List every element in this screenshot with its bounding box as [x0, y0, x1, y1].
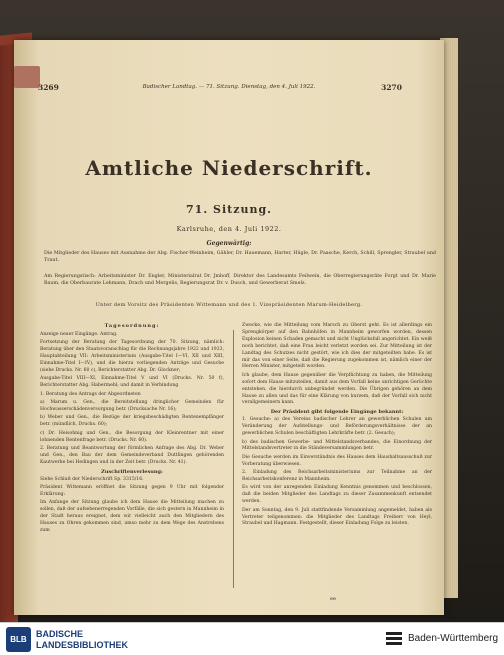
left-paragraph: Präsident Wittemann eröffnet die Sitzung gegen 9 Uhr mit folgender Erklärung: — [40, 485, 224, 497]
page-number-left: 3269 — [38, 83, 59, 92]
right-column — [242, 323, 432, 530]
column-separator — [233, 330, 234, 588]
left-paragraph: Anzeige neuer Eingänge. Antrag. — [40, 331, 118, 337]
blb-logo-icon[interactable]: BLB — [6, 627, 31, 652]
left-paragraph: c) Dr. Heisohnig und Gen., die Besorgung der Kleinrentner mit einer lohnenden Rentenfrage betr. (Drucks. Nr. 60). — [40, 430, 224, 443]
left-paragraph: 2. Beratung und Beantwortung der förmlichen Anfrage des Abg. Dr. Weber und Gen., den Bau der dem Gemeindeverband Duttlingen gehörenden Kautwerke bei Hedingen und in der Zeit betr. (Drucks. Nr. 41). — [40, 446, 224, 465]
right-paragraph: Die Gesuche werden im Einverständnis des Hauses dem Haushaltsausschuß zur Vorberatung überwiesen. — [242, 454, 432, 467]
present-heading: Gegenwärtig: — [206, 240, 252, 247]
left-paragraph: a) Marum u. Gen., die Bereitstellung dringlicher Gemeinden für Hochwasserschädenversorgung betr. (Drucksache Nr. 16); — [40, 400, 224, 412]
page-number-right: 3270 — [381, 83, 402, 92]
left-paragraph: Im Anfange der Sitzung glaube ich dem Hause die Mitteilung machen zu sollen, daß der aufsehenerregenden Vorfälle, die sich gestern in Mannheim in der Stadt heraus ereignet, dem wir vielleicht auch den Mitgliedern des Hauses zu Ohren gekommen sind, umso mehr zu dem Wege des Anstrebens zum — [40, 500, 224, 533]
left-paragraph: Siehe Schluß der Niederschrift Sp. 3315/16. — [40, 476, 144, 482]
right-paragraph: 2. Einladung des Reichsarbeitsministeriums zur Teilnahme an der Reichsarbeitskonferenz in Mannheim. — [242, 470, 432, 483]
chair-line: Unter dem Vorsitz des Präsidenten Wittemann und des 1. Vizepräsidenten Marum-Heidelberg. — [95, 302, 363, 308]
right-paragraph: Es wird von der anregenden Einladung Kenntnis genommen und beschlossen, daß die beiden Mitglieder des Landtags zu dieser Zusammenkunft entsendet werden. — [242, 485, 432, 505]
right-paragraph: 1. Gesuche: a) des Vereins badischer Lehrer an gewerblichen Schulen um Veränderung der Aufstellungs- und Beförderungsverhältnisse der an gewerblichen Schulen beschäftigten Lehrkräfte betr. (2. Gesuch); — [242, 417, 432, 437]
state-coat-of-arms-icon — [385, 631, 403, 648]
left-column — [40, 323, 224, 536]
left-paragraph: b) Weber und Gen., die Bezüge der kriegsbeschädigten Rentenempfänger betr. (mündlich, Drucks. 60); — [40, 415, 224, 428]
right-paragraph: Der am Sonntag, den 9. Juli stattfindende Versammlung angemeldet, haben als Vertreter teilgenommen: die Mitglieder des Landtags Freiherr von Heyl, Straubel und Hagmann. Festgestellt, dieser Einladung Folge zu leisten. — [242, 507, 432, 527]
left-paragraph: Fortsetzung der Beratung der Tagesordnung der 70. Sitzung, nämlich: Beratung über den Staatsvoranschlag für die Rechnungsjahre 1922 und 1923, Hauptabteilung VII: Arbeitsministerium (Ausgabe-Titel I—VI, XII und XIII, Einnahme-Titel I—IV), und die hierzu vorliegenden Anträge und Gesuche (siehe Drucks. Nr. 60 c), Berichterstatter Abg. Dr. Glockner; — [40, 340, 224, 373]
running-header — [14, 83, 444, 95]
document-page — [14, 40, 444, 615]
document-title: Amtliche Niederschrift. — [85, 156, 373, 180]
agenda-heading: Tagesordnung: — [104, 323, 160, 329]
left-paragraph: 1. Beratung des Antrags der Abgeordneten — [40, 391, 141, 397]
running-title: Badischer Landtag. — 71. Sitzung. Dienstag, den 4. Juli 1922. — [142, 84, 316, 90]
state-name[interactable]: Baden-Württemberg — [408, 633, 499, 644]
members-paragraph: Die Mitglieder des Hauses mit Ausnahme der Abg. Fischer-Weinheim, Gähler, Dr. Hauemann, Harter, Hügle, Dr. Paasche, Kerch, Schill, Sprengler, Straubel und Traut. — [44, 251, 436, 264]
library-name-line2: LANDESBIBLIOTHEK — [36, 640, 128, 650]
right-paragraph: Ich glaube, dem Hause gegenüber die Verpflichtung zu haben, die Mitteilung sofort dem Hause mitzuteilen, damit aus dem Vorfall keine unrichtigen Gerüchte entstehen, die hierdurch unbegründet werden. Die Übrigen gehören an dem Hause zu allen und das für eine Klärung von kurzem, daß der Vorfall sich nicht verallgemeinern kann. — [242, 372, 432, 406]
place-date: Karlsruhe, den 4. Juli 1922. — [176, 225, 282, 233]
incoming-heading: Der Präsident gibt folgende Eingänge bekannt: — [270, 409, 404, 416]
page-signature: ee — [330, 596, 336, 602]
library-name[interactable] — [36, 629, 128, 651]
viewer-footer — [0, 622, 504, 655]
government-paragraph: Am Regierungstisch: Arbeitsminister Dr. Engler, Ministerialrat Dr. Jmhoff, Direktor des Landesamts Feilwein, die Oberregierungsräte Forgt und Dr. Marie Baum, die Oberbaurate Lehmann, Drach und Mergelis, Regierungsrat Dr. v. Dusch, und Gewerberat Smelz. — [44, 274, 436, 287]
right-paragraph: Zwecke, wie die Mitteilung vom Marsch zu Oberst geht. Es ist allerdings ein Sprengkörper auf den Bahnhöfen in Mannheim geworfen worden, dessen Explosion keinen Schaden gemacht und nicht Unglücksfall angerichtet. Ein weiß noch berichtet, daß eine Frau leicht verletzt worden sei. Zur Mitteilung ist der Landtag des Schutzes nicht gestört, wie ich dies der mitgeteilten habe. Es ist mir das von einer Seite, daß die Regierung zugekommen ist, nämlich einer der Herren Minister, mitgeteilt worden. — [242, 323, 432, 370]
right-paragraph: b) des badischen Gewerbe- und Mittelstandsverbandes, die Einordnung der Mittelstandsvertreter in die Ständeversammlungen betr. — [242, 439, 432, 452]
correspondence-heading: Zuschriftenverlesung: — [101, 468, 163, 475]
library-name-line1: BADISCHE — [36, 629, 84, 639]
left-paragraph: Ausgabe-Titel VIII—XI, Einnahme-Titel V und VI (Drucks. Nr. 50 f), Berichterstatter Abg. Habermehl; und damit in Verbindung — [40, 376, 224, 389]
session-number: 71. Sitzung. — [186, 203, 272, 216]
